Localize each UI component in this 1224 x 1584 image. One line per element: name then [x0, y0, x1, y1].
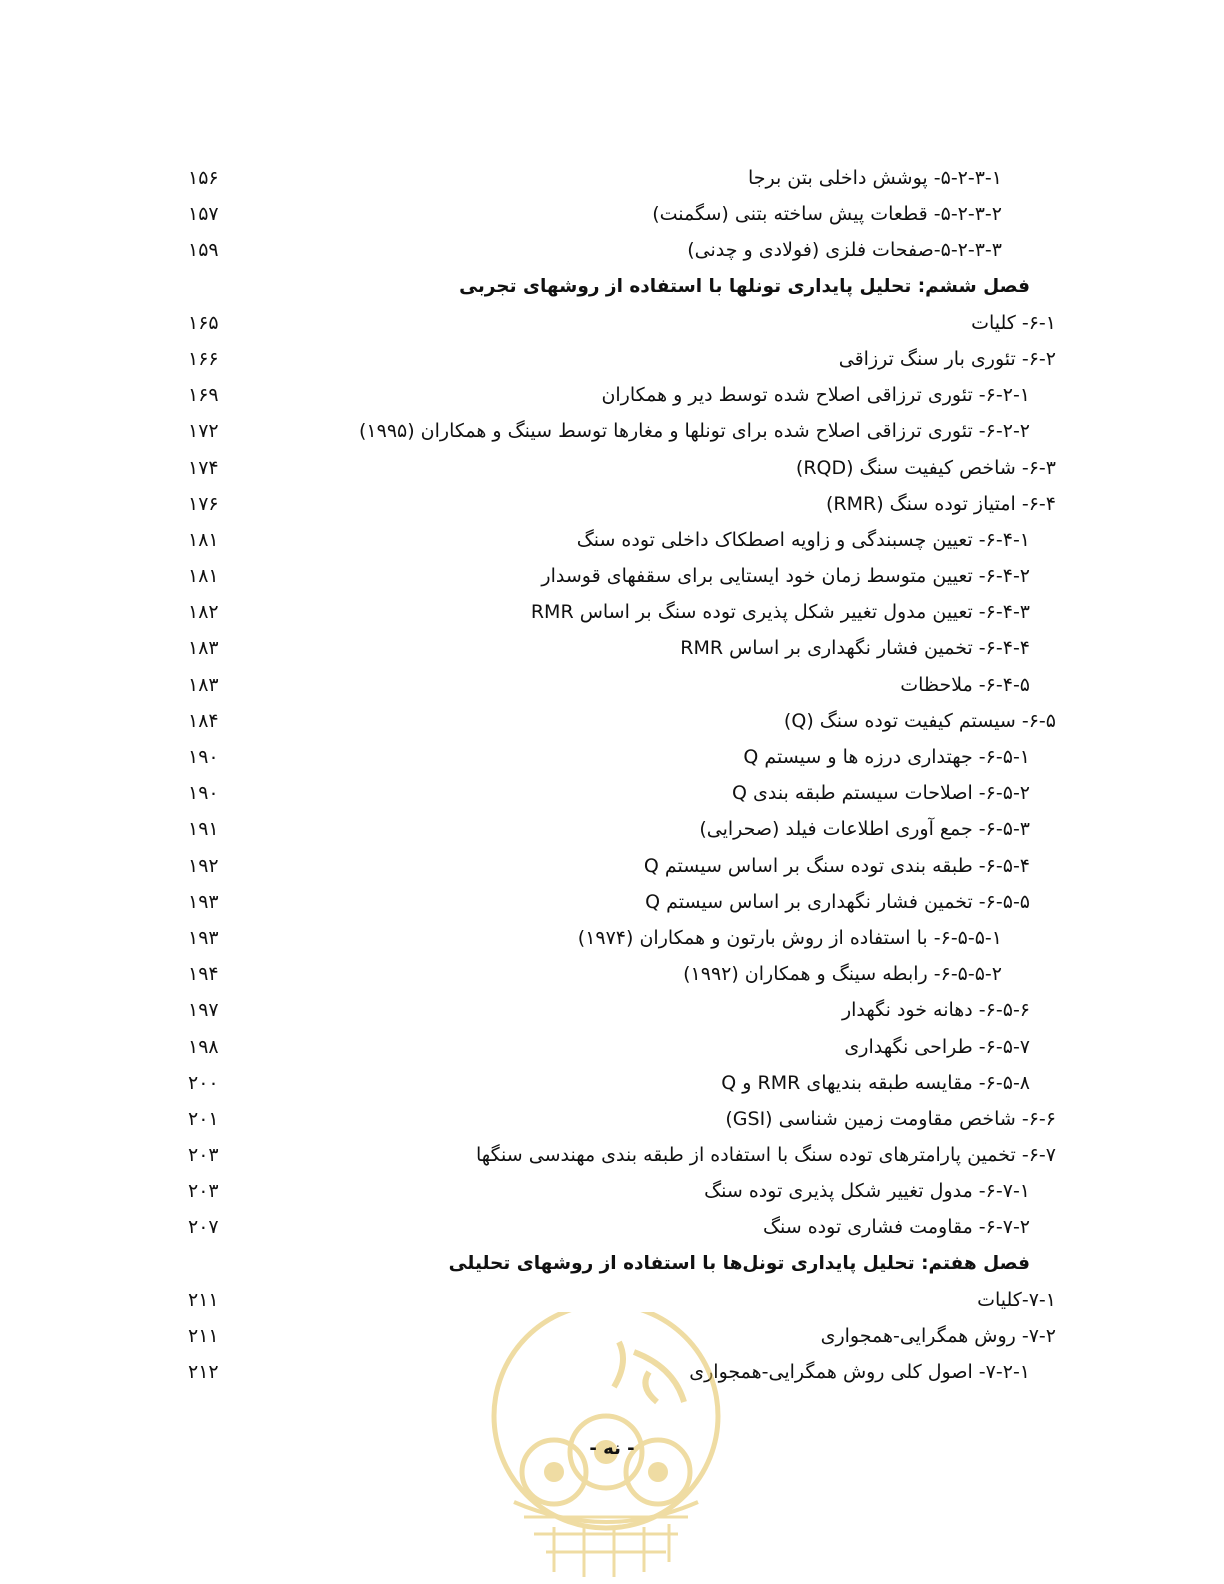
- toc-entry-page: ۱۹۲: [188, 854, 219, 877]
- toc-entry-title: ۶-۲-۱- تئوری ترزاقی اصلاح شده توسط دیر و همکاران: [601, 384, 1030, 407]
- toc-entry[interactable]: [0, 703, 1224, 739]
- toc-entry[interactable]: [0, 1137, 1224, 1173]
- toc-entry[interactable]: [0, 522, 1224, 558]
- toc-entry-title: ۶-۲- تئوری بار سنگ ترزاقی: [838, 347, 1056, 370]
- toc-entry-page: ۱۹۷: [188, 999, 219, 1022]
- toc-entry[interactable]: [0, 811, 1224, 847]
- toc-entry[interactable]: [0, 1065, 1224, 1101]
- toc-chapter-heading[interactable]: [0, 269, 1224, 305]
- toc-entry-page: ۲۱۲: [188, 1361, 219, 1384]
- toc-entry[interactable]: [0, 486, 1224, 522]
- toc-entry-page: ۲۱۱: [188, 1288, 219, 1311]
- toc-entry-title: ۶-۵-۷- طراحی نگهداری: [844, 1035, 1030, 1058]
- toc-chapter-heading[interactable]: [0, 1246, 1224, 1282]
- toc-entry-title: ۶-۶- شاخص مقاومت زمین شناسی (GSI): [725, 1107, 1056, 1130]
- toc-entry-page: ۱۸۴: [188, 709, 219, 732]
- toc-entry[interactable]: [0, 377, 1224, 413]
- page-number-footer: - نه -: [589, 1438, 635, 1459]
- toc-entry-title: ۶-۲-۲- تئوری ترزاقی اصلاح شده برای تونلها و مغارها توسط سینگ و همکاران (۱۹۹۵): [358, 420, 1030, 443]
- toc-entry[interactable]: [0, 920, 1224, 956]
- toc-entry-page: ۱۸۱: [188, 565, 219, 588]
- toc-entry-title: ۶-۱- کلیات: [971, 311, 1056, 334]
- toc-entry-page: ۱۵۷: [188, 203, 219, 226]
- toc-entry[interactable]: [0, 594, 1224, 630]
- toc-entry-page: ۱۹۱: [188, 818, 219, 841]
- toc-entry-title: ۶-۴-۲- تعیین متوسط زمان خود ایستایی برای سقفهای قوسدار: [541, 565, 1030, 588]
- toc-entry[interactable]: [0, 775, 1224, 811]
- toc-entry-title: ۷-۲- روش همگرایی-همجواری: [820, 1325, 1056, 1347]
- toc-entry[interactable]: [0, 1101, 1224, 1137]
- toc-entry-title: ۷-۱-کلیات: [977, 1288, 1056, 1311]
- toc-entry-title: ۶-۴-۳- تعیین مدول تغییر شکل پذیری توده سنگ بر اساس RMR: [530, 601, 1030, 624]
- toc-entry-page: ۱۸۳: [188, 673, 219, 696]
- toc-entry-page: ۱۷۶: [188, 492, 219, 515]
- toc-entry-title: ۶-۵-۱- جهتداری درزه ها و سیستم Q: [743, 746, 1030, 768]
- table-of-contents: [0, 160, 1224, 1390]
- toc-entry[interactable]: [0, 1209, 1224, 1245]
- toc-entry-page: ۱۷۴: [188, 456, 219, 479]
- toc-entry-page: ۱۵۹: [188, 239, 219, 262]
- toc-entry-title: ۶-۴-۱- تعیین چسبندگی و زاویه اصطکاک داخلی توده سنگ: [576, 528, 1030, 551]
- toc-entry[interactable]: [0, 739, 1224, 775]
- toc-entry-title: ۶-۴-۴- تخمین فشار نگهداری بر اساس RMR: [680, 637, 1030, 660]
- chapter-title: فصل هفتم: تحلیل پایداری تونل‌ها با استفاده از روشهای تحلیلی: [448, 1252, 1030, 1274]
- toc-entry[interactable]: [0, 160, 1224, 196]
- toc-entry-page: ۱۷۲: [188, 420, 219, 443]
- toc-entry-page: ۱۸۱: [188, 528, 219, 551]
- toc-entry[interactable]: [0, 992, 1224, 1028]
- toc-entry-page: ۲۱۱: [188, 1325, 219, 1347]
- toc-entry-title: ۶-۵-۳- جمع آوری اطلاعات فیلد (صحرایی): [699, 818, 1030, 841]
- toc-entry-page: ۲۰۰: [188, 1071, 219, 1094]
- toc-entry[interactable]: [0, 630, 1224, 666]
- toc-entry-page: ۱۶۵: [188, 311, 219, 334]
- toc-entry[interactable]: [0, 341, 1224, 377]
- toc-entry-page: ۱۸۲: [188, 601, 219, 624]
- toc-entry-page: ۱۹۴: [188, 963, 219, 986]
- toc-entry[interactable]: [0, 196, 1224, 232]
- toc-entry-title: ۶-۵-۵-۱- با استفاده از روش بارتون و همکاران (۱۹۷۴): [577, 926, 1002, 949]
- toc-entry[interactable]: [0, 232, 1224, 268]
- toc-entry[interactable]: [0, 667, 1224, 703]
- toc-entry-title: ۵-۲-۳-۱- پوشش داخلی بتن برجا: [747, 167, 1002, 189]
- toc-entry[interactable]: [0, 848, 1224, 884]
- toc-entry-title: ۶-۵-۴- طبقه بندی توده سنگ بر اساس سیستم Q: [643, 854, 1030, 877]
- toc-entry-title: ۶-۷-۱- مدول تغییر شکل پذیری توده سنگ: [704, 1180, 1030, 1203]
- toc-entry-title: ۶-۵-۵-۲- رابطه سینگ و همکاران (۱۹۹۲): [683, 963, 1002, 986]
- toc-entry-page: ۱۸۳: [188, 637, 219, 660]
- toc-entry[interactable]: [0, 956, 1224, 992]
- toc-entry-title: ۶-۵-۶- دهانه خود نگهدار: [841, 999, 1030, 1022]
- toc-entry-page: ۱۹۰: [188, 746, 219, 768]
- toc-entry[interactable]: [0, 305, 1224, 341]
- toc-entry[interactable]: [0, 1173, 1224, 1209]
- toc-entry[interactable]: [0, 884, 1224, 920]
- toc-entry-title: ۷-۲-۱- اصول کلی روش همگرایی-همجواری: [689, 1361, 1030, 1384]
- toc-entry-page: ۲۰۷: [188, 1216, 219, 1239]
- toc-entry-title: ۶-۵-۲- اصلاحات سیستم طبقه بندی Q: [731, 782, 1030, 805]
- toc-entry-page: ۱۶۶: [188, 347, 219, 370]
- toc-entry-page: ۱۹۸: [188, 1035, 219, 1058]
- toc-entry-page: ۱۹۰: [188, 782, 219, 805]
- toc-entry[interactable]: [0, 558, 1224, 594]
- toc-entry-title: ۶-۴- امتیاز توده سنگ (RMR): [826, 492, 1056, 515]
- chapter-title: فصل ششم: تحلیل پایداری تونلها با استفاده از روشهای تجربی: [459, 275, 1030, 297]
- toc-entry[interactable]: [0, 413, 1224, 449]
- toc-entry-title: ۶-۵- سیستم کیفیت توده سنگ (Q): [783, 709, 1056, 732]
- toc-entry[interactable]: [0, 450, 1224, 486]
- toc-entry-title: ۶-۷- تخمین پارامترهای توده سنگ با استفاده از طبقه بندی مهندسی سنگها: [476, 1144, 1056, 1167]
- toc-entry-title: ۵-۲-۳-۲- قطعات پیش ساخته بتنی (سگمنت): [652, 203, 1002, 226]
- toc-entry-page: ۲۰۳: [188, 1144, 219, 1167]
- toc-entry-title: ۶-۵-۵- تخمین فشار نگهداری بر اساس سیستم Q: [645, 890, 1030, 913]
- toc-entry-title: ۶-۴-۵- ملاحظات: [900, 673, 1030, 696]
- toc-entry-title: ۶-۷-۲- مقاومت فشاری توده سنگ: [763, 1216, 1030, 1239]
- toc-entry-page: ۱۶۹: [188, 384, 219, 407]
- toc-entry[interactable]: [0, 1029, 1224, 1065]
- toc-entry-title: ۵-۲-۳-۳-صفحات فلزی (فولادی و چدنی): [687, 239, 1002, 262]
- toc-entry-title: ۶-۵-۸- مقایسه طبقه بندیهای RMR و Q: [721, 1071, 1030, 1094]
- toc-entry-title: ۶-۳- شاخص کیفیت سنگ (RQD): [795, 456, 1056, 479]
- toc-entry-page: ۱۵۶: [188, 167, 219, 189]
- toc-entry-page: ۱۹۳: [188, 926, 219, 949]
- toc-entry-page: ۲۰۳: [188, 1180, 219, 1203]
- toc-entry-page: ۱۹۳: [188, 890, 219, 913]
- toc-entry-page: ۲۰۱: [188, 1107, 219, 1130]
